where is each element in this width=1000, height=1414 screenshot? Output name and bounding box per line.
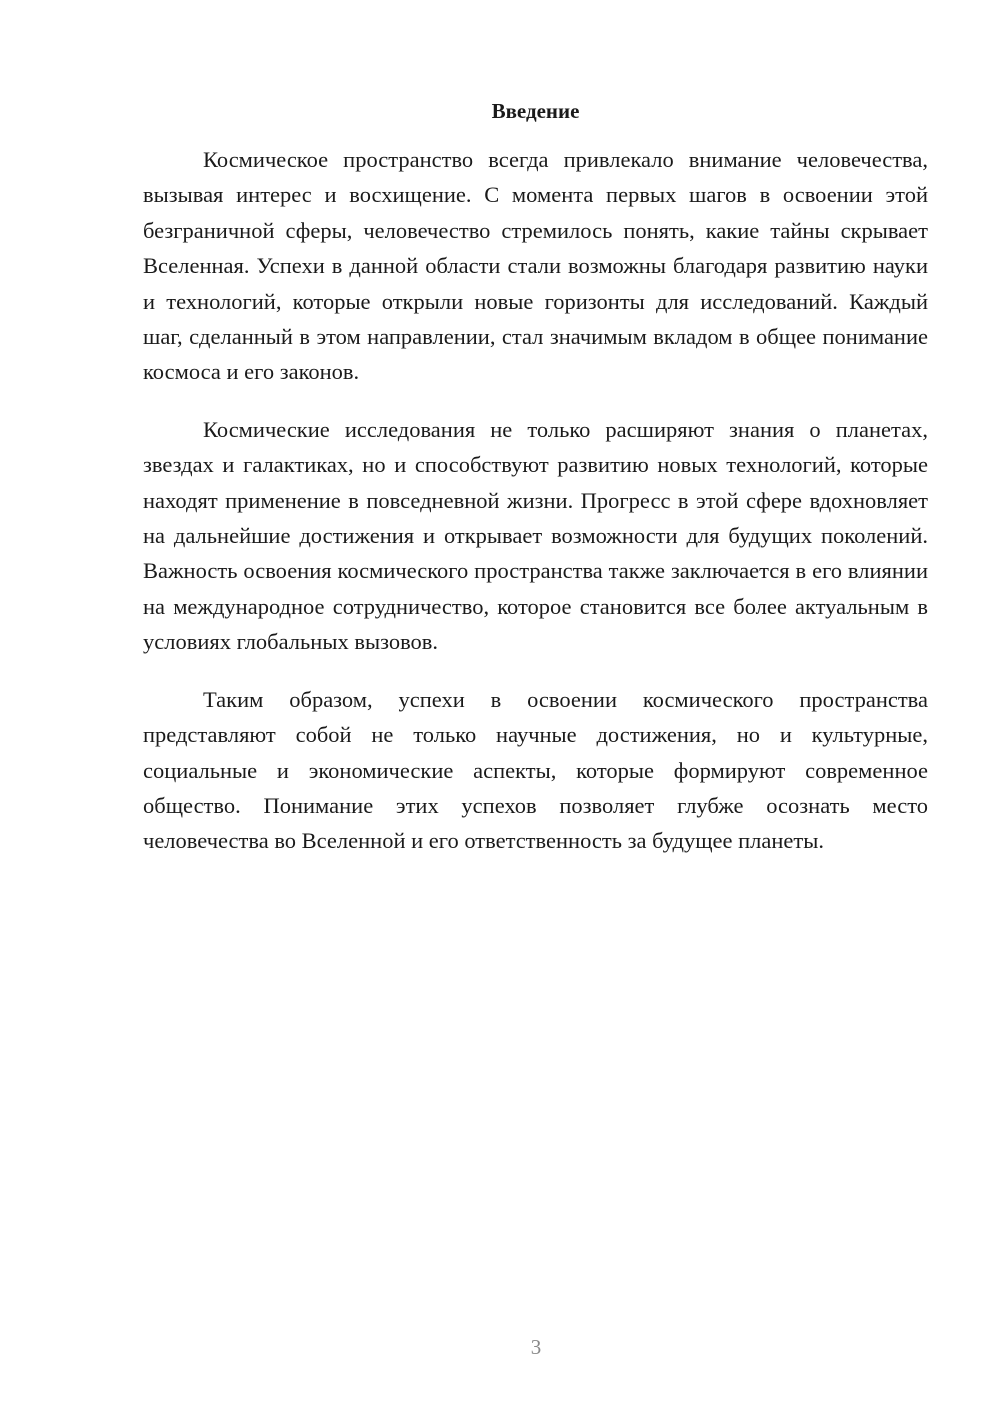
- page-number: 3: [530, 1335, 542, 1359]
- paragraph-1: Космическое пространство всегда привлекало внимание человечества, вызывая интерес и восхищение. С момента первых шагов в освоении этой безграничной сферы, человечество стремилось понять, какие тайны скрывает Вселенная. Успехи в данной области стали возможны благодаря развитию науки и технологий, которые открыли новые горизонты для исследований. Каждый шаг, сделанный в этом направлении, стал значимым вкладом в общее понимание космоса и его законов.: [143, 147, 928, 385]
- section-heading: Введение: [491, 99, 580, 123]
- body-text: [143, 142, 928, 881]
- paragraph-2: Космические исследования не только расширяют знания о планетах, звездах и галактиках, но и способствуют развитию новых технологий, которые находят применение в повседневной жизни. Прогресс в этой сфере вдохновляет на дальнейшие достижения и открывает возможности для будущих поколений. Важность освоения космического пространства также заключается в его влиянии на международное сотрудничество, которое становится все более актуальным в условиях глобальных вызовов.: [143, 416, 928, 655]
- paragraph-3: Таким образом, успехи в освоении космического пространства представляют собой не только научные достижения, но и культурные, социальные и экономические аспекты, которые формируют современное общество. Понимание этих успехов позволяет глубже осознать место человечества во Вселенной и его ответственность за будущее планеты.: [143, 686, 928, 854]
